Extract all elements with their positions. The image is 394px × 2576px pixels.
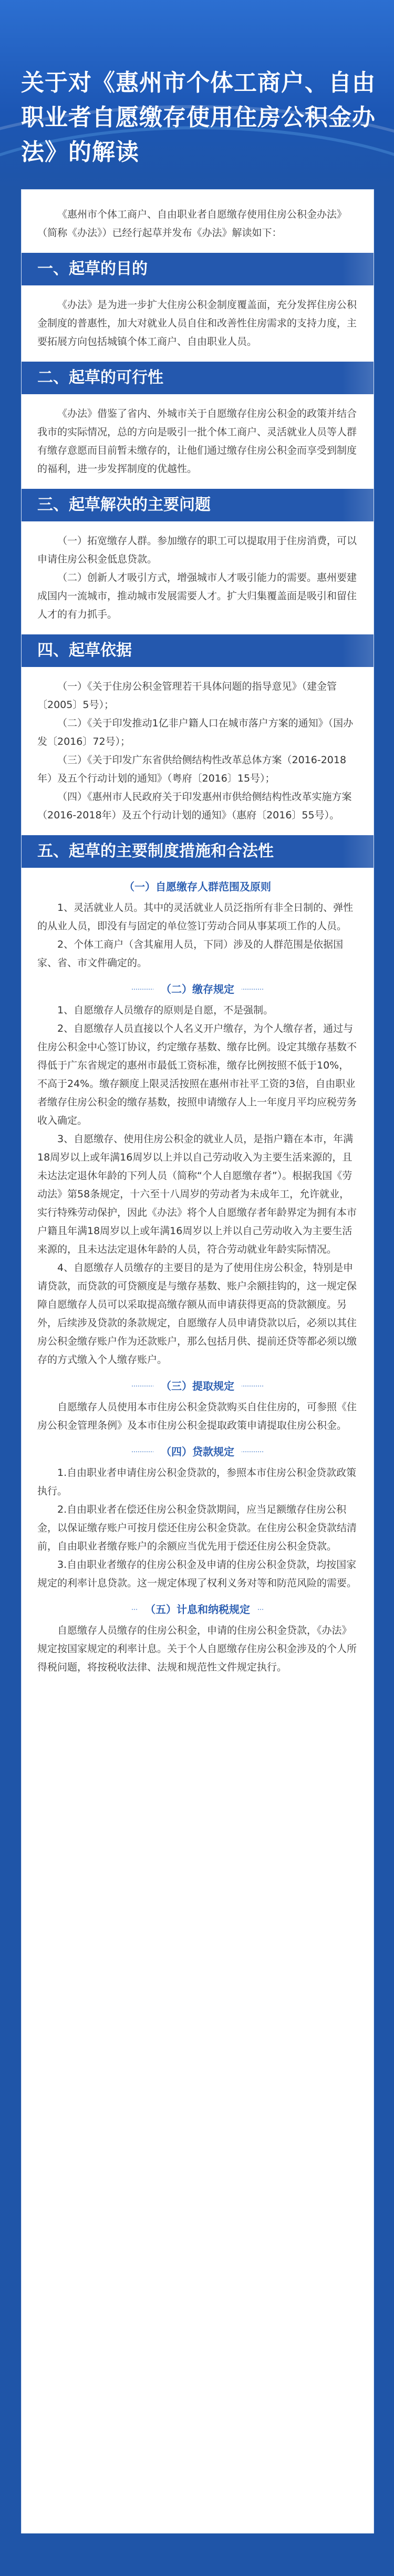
section-heading-problems: 三、起草解决的主要问题 <box>22 489 374 521</box>
section-paragraph: 《办法》借鉴了省内、外城市关于自愿缴存住房公积金的政策并结合我市的实际情况，总的方向是吸引一批个体工商户、灵活就业人员等人群有缴存意愿而目前暂未缴存的，让他们通过缴存住房公积金而享受到制度的福利，进一步发挥制度的优越性。 <box>37 408 357 475</box>
section-paragraph: 2.自由职业者在偿还住房公积金贷款期间，应当足额缴存住房公积金，以保证缴存账户可按月偿还住房公积金贷款。在住房公积金贷款结清前，自由职业者缴存账户的余额应当优先用于偿还住房公积金贷款。 <box>37 1504 357 1552</box>
subheading-loan: （四）贷款规定 <box>37 1443 358 1459</box>
section-paragraph: 3、自愿缴存、使用住房公积金的就业人员，是指户籍在本市，年满18周岁以上或年满16周岁以上并以自己劳动收入为主要生活来源的，且未达法定退休年龄的下列人员（简称“个人自愿缴存者”）。根据我国《劳动法》第58条规定，十六至十八周岁的劳动者为未成年工，允许就业，实行特殊劳动保护，因此《办法》将个人自愿缴存者年龄界定为拥有本市户籍且年满18周岁以上或年满16周岁以上并以自己劳动收入为主要生活来源的，且未达法定退休年龄的人员，符合劳动就业年龄实际情况。 <box>37 1133 357 1255</box>
section-paragraph: 《办法》是为进一步扩大住房公积金制度覆盖面，充分发挥住房公积金制度的普惠性，加大对就业人员自住和改善性住房需求的支持力度，主要拓展方向包括城镇个体工商户、自由职业人员。 <box>37 299 357 347</box>
header-banner <box>0 0 394 189</box>
section-paragraph: 2、自愿缴存人员直接以个人名义开户缴存，为个人缴存者，通过与住房公积金中心签订协议，约定缴存基数、缴存比例。设定其缴存基数不得低于广东省规定的惠州市最低工资标准，缴存比例按照不低于10%，不高于24%。缴存额度上限灵活按照在惠州市社平工资的3倍，自由职业者缴存住房公积金的缴存基数，按照申请缴存人上一年度月平均应税劳务收入确定。 <box>37 1023 357 1126</box>
section-paragraph: （二）《关于印发推动1亿非户籍人口在城市落户方案的通知》（国办发〔2016〕72号）； <box>37 717 354 747</box>
intro-paragraph: 《惠州市个体工商户、自由职业者自愿缴存使用住房公积金办法》（简称《办法》）已经行起草并发布《办法》解读如下： <box>37 209 347 239</box>
subheading-interest-tax: （五）计息和纳税规定 <box>37 1601 358 1616</box>
subheading-withdrawal: （三）提取规定 <box>37 1378 358 1393</box>
section-paragraph: 1、自愿缴存人员缴存的原则是自愿，不是强制。 <box>57 1004 274 1016</box>
section-paragraph: （二）创新人才吸引方式，增强城市人才吸引能力的需要。惠州要建成国内一流城市，推动城市发展需要人才。扩大归集覆盖面是吸引和留住人才的有力抓手。 <box>37 572 357 620</box>
section-paragraph: 2、个体工商户（含其雇用人员，下同）涉及的人群范围是依据国家、省、市文件确定的。 <box>37 939 344 969</box>
subheading-deposit: （二）缴存规定 <box>37 981 358 996</box>
section-paragraph: （四）《惠州市人民政府关于印发惠州市供给侧结构性改革实施方案（2016-2018年）及五个行动计划的通知》（惠府〔2016〕55号）。 <box>37 791 352 821</box>
article-content <box>22 190 374 1677</box>
section-paragraph: （一）《关于住房公积金管理若干具体问题的指导意见》（建金管〔2005〕5号）； <box>37 681 337 711</box>
section-paragraph: （三）《关于印发广东省供给侧结构性改革总体方案（2016-2018年）及五个行动计划的通知》（粤府〔2016〕15号）； <box>37 754 347 784</box>
page-title: 关于对《惠州市个体工商户、自由职业者自愿缴存使用住房公积金办法》的解读 <box>21 69 376 166</box>
section-heading-purpose: 一、起草的目的 <box>22 253 374 285</box>
section-heading-measures: 五、起草的主要制度措施和合法性 <box>22 835 374 868</box>
section-heading-feasibility: 二、起草的可行性 <box>22 362 374 394</box>
subheading-scope: （一）自愿缴存人群范围及原则 <box>37 878 358 894</box>
section-paragraph: 3.自由职业者缴存的住房公积金及申请的住房公积金贷款，均按国家规定的利率计息贷款。这一规定体现了权利义务对等和防范风险的需要。 <box>37 1559 357 1589</box>
article-card <box>21 189 374 2534</box>
section-paragraph: 1.自由职业者申请住房公积金贷款的，参照本市住房公积金贷款政策执行。 <box>37 1467 357 1497</box>
section-paragraph: 自愿缴存人员缴存的住房公积金，申请的住房公积金贷款，《办法》规定按国家规定的利率计息。关于个人自愿缴存住房公积金涉及的个人所得税问题，将按税收法律、法规和规范性文件规定执行。 <box>37 1625 357 1673</box>
section-paragraph: （一）拓宽缴存人群。参加缴存的职工可以提取用于住房消费，可以申请住房公积金低息贷款。 <box>37 535 357 565</box>
section-paragraph: 4、自愿缴存人员缴存的主要目的是为了使用住房公积金，特别是申请贷款，而贷款的可贷额度是与缴存基数、账户余额挂钩的，这一规定保障自愿缴存人员可以采取提高缴存额从而申请获得更高的贷款额度。另外，后续涉及贷款的条款规定，自愿缴存人员申请贷款以后，必须以其住房公积金缴存账户作为还款账户，那么包括月供、提前还贷等都必须以缴存的方式缴入个人缴存账户。 <box>37 1262 357 1366</box>
section-heading-basis: 四、起草依据 <box>22 634 374 667</box>
footer-band <box>0 2533 394 2576</box>
section-paragraph: 自愿缴存人员使用本市住房公积金贷款购买自住住房的，可参照《住房公积金管理条例》及本市住房公积金提取政策申请提取住房公积金。 <box>37 1401 357 1431</box>
section-paragraph: 1、灵活就业人员。其中的灵活就业人员泛指所有非全日制的、弹性的从业人员，即没有与固定的单位签订劳动合同从事某项工作的人员。 <box>37 902 354 932</box>
